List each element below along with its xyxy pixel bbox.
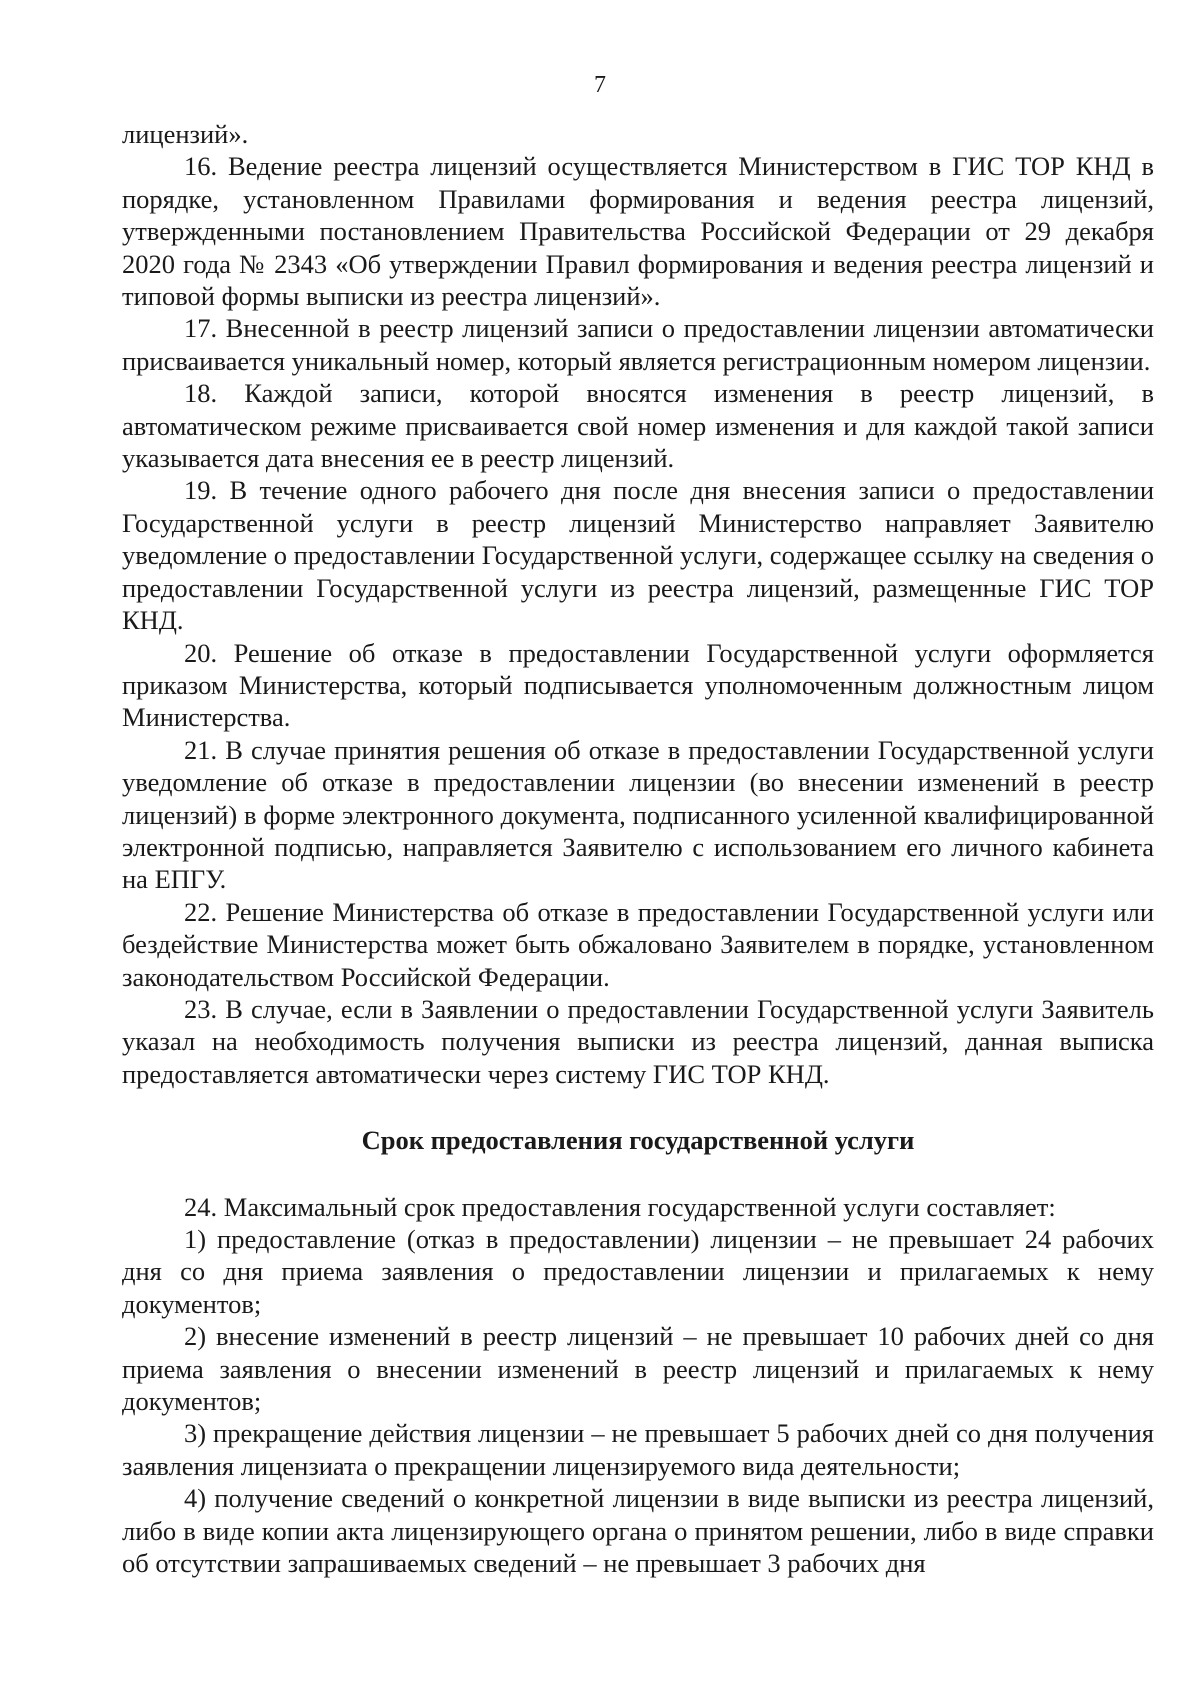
paragraph-23: 23. В случае, если в Заявлении о предоставлении Государственной услуги Заявитель указал на необходимость получения выписки из реестра лицензий, данная выписка предоставляется автоматически через систему ГИС ТОР КНД. xyxy=(122,993,1154,1089)
document-body xyxy=(122,118,1154,1579)
list-item-3: 3) прекращение действия лицензии – не превышает 5 рабочих дней со дня получения заявления лицензиата о прекращении лицензируемого вида деятельности; xyxy=(122,1418,1154,1481)
paragraph-19: 19. В течение одного рабочего дня после дня внесения записи о предоставлении Государственной услуги в реестр лицензий Министерство направляет Заявителю уведомление о предоставлении Государственной услуги, содержащее ссылку на сведения о предоставлении Государственной услуги из реестра лицензий, размещенные ГИС ТОР КНД. xyxy=(122,475,1154,636)
paragraph-22: 22. Решение Министерства об отказе в предоставлении Государственной услуги или бездействие Министерства может быть обжаловано Заявителем в порядке, установленном законодательством Российской Федерации. xyxy=(122,896,1154,992)
list-item-2: 2) внесение изменений в реестр лицензий – не превышает 10 рабочих дней со дня приема заявления о внесении изменений в реестр лицензий и прилагаемых к нему документов; xyxy=(122,1321,1154,1417)
paragraph-21: 21. В случае принятия решения об отказе в предоставлении Государственной услуги уведомление об отказе в предоставлении лицензии (во внесении изменений в реестр лицензий) в форме электронного документа, подписанного усиленной квалифицированной электронной подписью, направляется Заявителю с использованием его личного кабинета на ЕПГУ. xyxy=(122,734,1154,895)
paragraph-24: 24. Максимальный срок предоставления государственной услуги составляет: xyxy=(184,1191,1056,1222)
page-number: 7 xyxy=(594,72,606,98)
section-heading: Срок предоставления государственной услуги xyxy=(361,1125,915,1156)
paragraph-18: 18. Каждой записи, которой вносятся изменения в реестр лицензий, в автоматическом режиме присваивается свой номер изменения и для каждой такой записи указывается дата внесения ее в реестр лицензий. xyxy=(122,378,1154,474)
paragraph-continuation: лицензий». xyxy=(122,119,249,149)
paragraph-17: 17. Внесенной в реестр лицензий записи о предоставлении лицензии автоматически присваивается уникальный номер, который является регистрационным номером лицензии. xyxy=(122,313,1154,376)
paragraph-16: 16. Ведение реестра лицензий осуществляется Министерством в ГИС ТОР КНД в порядке, установленном Правилами формирования и ведения реестра лицензий, утвержденными постановлением Правительства Российской Федерации от 29 декабря 2020 года № 2343 «Об утверждении Правил формирования и ведения реестра лицензий и типовой формы выписки из реестра лицензий». xyxy=(122,151,1154,312)
list-item-1: 1) предоставление (отказ в предоставлении) лицензии – не превышает 24 рабочих дня со дня приема заявления о предоставлении лицензии и прилагаемых к нему документов; xyxy=(122,1224,1154,1319)
paragraph-20: 20. Решение об отказе в предоставлении Государственной услуги оформляется приказом Министерства, который подписывается уполномоченным должностным лицом Министерства. xyxy=(122,637,1154,733)
list-item-4: 4) получение сведений о конкретной лицензии в виде выписки из реестра лицензий, либо в виде копии акта лицензирующего органа о принятом решении, либо в виде справки об отсутствии запрашиваемых сведений – не превышает 3 рабочих дня xyxy=(122,1483,1154,1579)
